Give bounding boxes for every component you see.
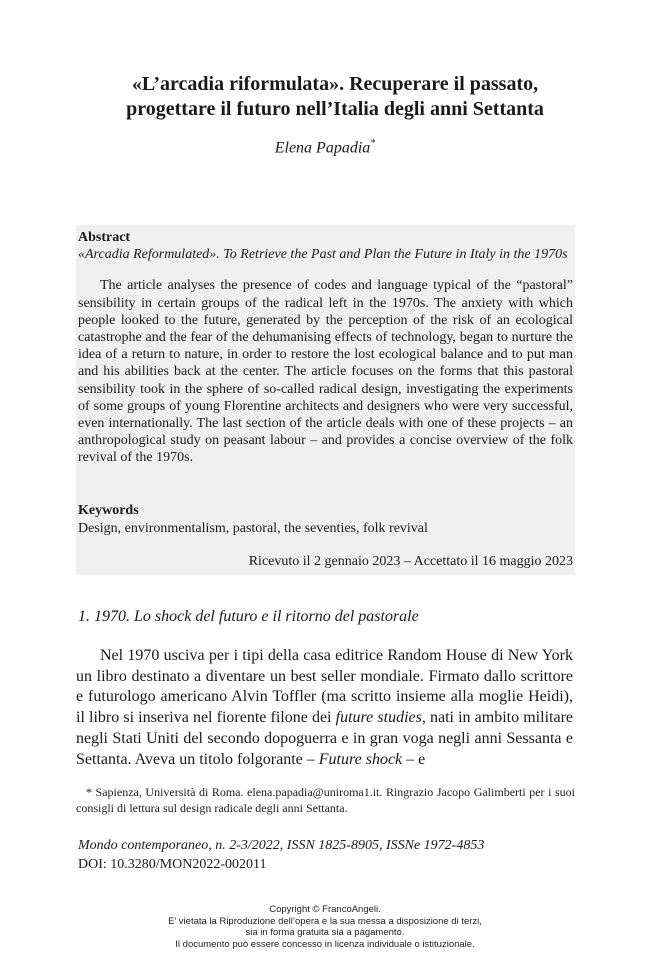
footnote: * Sapienza, Università di Roma. elena.papadia@uniroma1.it. Ringrazio Jacopo Galimberti per i suoi consigli di lettura sul design radicale degli anni Settanta. <box>76 785 575 815</box>
keywords-text: Design, environmentalism, pastoral, the seventies, folk revival <box>78 521 428 536</box>
body-italic-2: Future shock <box>318 750 403 768</box>
journal-info <box>78 838 484 873</box>
body-text-3: – e <box>402 750 426 768</box>
copyright-line-1: Copyright © FrancoAngeli. <box>269 904 381 915</box>
copyright-notice <box>0 904 650 950</box>
keywords-heading: Keywords <box>78 503 139 518</box>
doi: DOI: 10.3280/MON2022-002011 <box>78 857 267 872</box>
journal-citation: Mondo contemporaneo, n. 2-3/2022, ISSN 1825-8905, ISSNe 1972-4853 <box>78 838 485 853</box>
received-dates: Ricevuto il 2 gennaio 2023 – Accettato il 16 maggio 2023 <box>248 554 573 569</box>
author-footnote-mark: * <box>370 138 376 149</box>
author-name: Elena Papadia <box>274 139 371 157</box>
abstract-box <box>76 225 575 575</box>
body-text-1: Nel 1970 usciva per i tipi della casa editrice Random House di New York un libro destinato a diventare un best seller mondiale. Firmato dallo scrittore e futurologo americano Alvin Toffler (ma scritto insieme alla moglie Heidi), il libro si inseriva nel fiorente filone dei <box>76 647 573 727</box>
abstract-body: The article analyses the presence of codes and language typical of the “pastoral” sensibility in certain groups of the radical left in the 1970s. The anxiety with which people looked to the future, generated by the perception of the risk of an ecological catastrophe and the fear of the dehumanising effects of technology, began to nurture the idea of a return to nature, in order to restore the lost ecological balance and to put man and his abilities back at the center. The article focuses on the forms that this pastoral sensibility took in the sphere of so-called radical design, investigating the experiments of some groups of young Florentine architects and designers who were very successful, even internationally. The last section of the article deals with one of these projects – an anthropological study on peasant labour – and provides a concise overview of the folk revival of the 1970s. <box>78 278 573 466</box>
article-title <box>60 72 610 122</box>
title-line-2: progettare il futuro nell’Italia degli anni Settanta <box>126 98 544 120</box>
copyright-line-4: Il documento può essere concesso in licenza individuale o istituzionale. <box>175 938 475 950</box>
title-line-1: «L’arcadia riformulata». Recuperare il passato, <box>131 73 539 95</box>
body-italic-1: future studies <box>335 709 422 727</box>
abstract-heading: Abstract <box>78 230 131 245</box>
copyright-line-3: sia in forma gratuita sia a pagamento. <box>245 927 405 938</box>
body-paragraph <box>76 646 573 770</box>
section-title: 1. 1970. Lo shock del futuro e il ritorno del pastorale <box>78 608 419 625</box>
copyright-line-2: E’ vietata la Riproduzione dell’opera e la sua messa a disposizione di terzi, <box>168 915 482 927</box>
author <box>0 138 650 157</box>
abstract-subtitle: «Arcadia Reformulated». To Retrieve the Past and Plan the Future in Italy in the 1970s <box>78 247 568 263</box>
body-text-2: , nati in ambito militare negli Stati Uniti del secondo dopoguerra e in gran voga negli anni Sessanta e Settanta. Aveva un titolo folgorante – <box>76 709 573 768</box>
